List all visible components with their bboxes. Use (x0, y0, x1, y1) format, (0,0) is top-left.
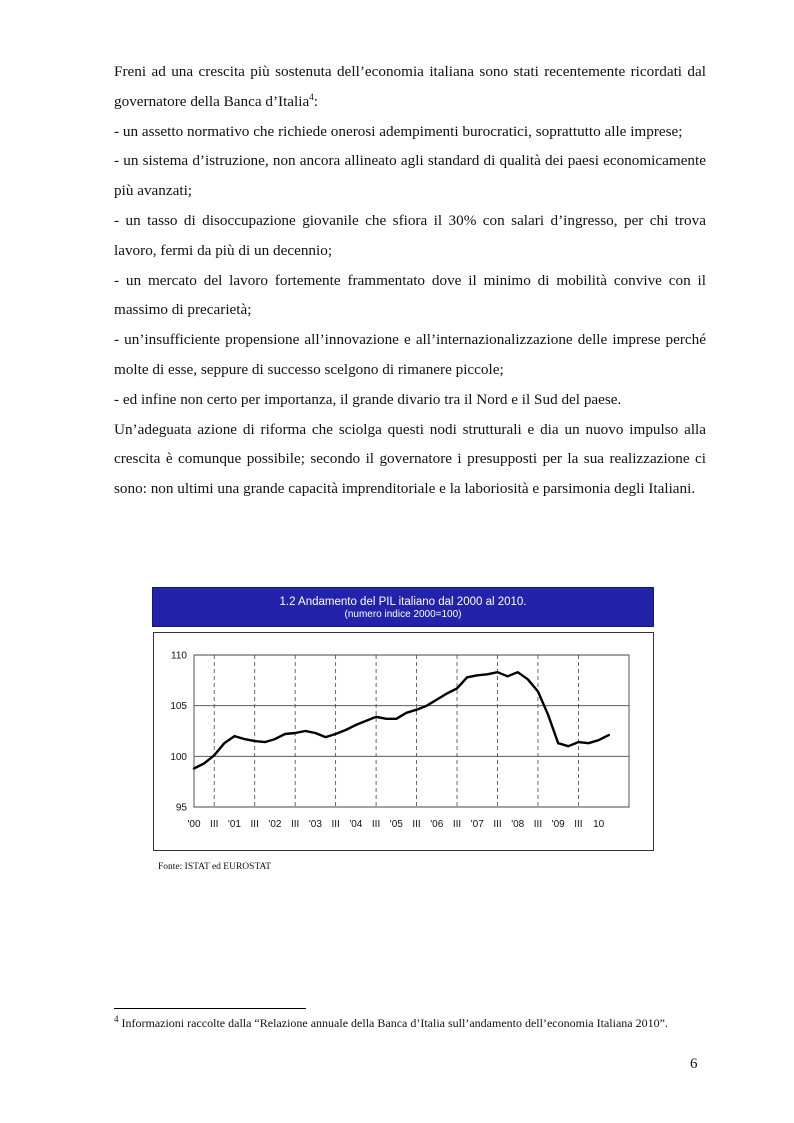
chart-source: Fonte: ISTAT ed EUROSTAT (158, 862, 272, 872)
footnote (114, 1016, 706, 1031)
x-tick-label: '02 (268, 819, 282, 830)
chart-header (152, 587, 654, 627)
y-tick-label: 110 (171, 650, 187, 662)
footnote-marker: 4 (114, 1014, 119, 1024)
x-tick-label: '03 (308, 819, 322, 830)
bullet-item: - un tasso di disoccupazione giovanile che sfiora il 30% con salari d’ingresso, per chi trova lavoro, fermi da più di un decennio; (114, 211, 706, 259)
bullet-item: - un’insufficiente propensione all’innovazione e all’internazionalizzazione delle imprese perché molte di esse, seppure di successo scelgono di rimanere piccole; (114, 331, 706, 378)
chart-frame (153, 632, 654, 851)
x-tick-label: '06 (430, 819, 444, 830)
x-tick-label: '05 (389, 819, 403, 830)
x-tick-label: '07 (470, 819, 484, 830)
y-tick-label: 100 (170, 751, 187, 763)
chart-title: 1.2 Andamento del PIL italiano dal 2000 al 2010. (279, 596, 527, 608)
x-tick-label: III (331, 819, 340, 830)
page-number: 6 (690, 1056, 698, 1072)
x-tick-label: III (452, 819, 462, 830)
y-tick-label: 105 (170, 701, 187, 713)
x-tick-label: '00 (187, 819, 201, 830)
x-tick-label: III (533, 819, 543, 830)
intro-paragraph: Freni ad una crescita più sostenuta dell’economia italiana sono stati recentemente ricordati dal governatore della Banca d’Italia$^4$: (114, 63, 706, 110)
x-tick-label: III (371, 819, 381, 830)
body-text (114, 57, 706, 504)
y-tick-label: 95 (175, 802, 187, 814)
x-tick-label: III (290, 819, 300, 830)
x-tick-label: III (250, 819, 259, 830)
x-tick-label: '08 (511, 819, 525, 830)
bullet-item: - ed infine non certo per importanza, il grande divario tra il Nord e il Sud del paese. (114, 390, 622, 408)
x-tick-label: '09 (551, 819, 565, 830)
gdp-line-chart (154, 633, 653, 850)
x-tick-label: '04 (349, 819, 363, 830)
chart-subtitle: (numero indice 2000=100) (344, 609, 462, 620)
x-tick-label: III (412, 819, 421, 830)
bullet-item: - un sistema d’istruzione, non ancora allineato agli standard di qualità dei paesi economicamente più avanzati; (114, 152, 706, 200)
footnote-divider (114, 1008, 306, 1009)
x-tick-label: III (574, 819, 583, 830)
bullet-item: - un mercato del lavoro fortemente frammentato dove il minimo di mobilità convive con il massimo di precarietà; (114, 271, 706, 319)
closing-paragraph: Un’adeguata azione di riforma che sciolga questi nodi strutturali e dia un nuovo impulso alla crescita è comunque possibile; secondo il governatore i presupposti per la sua realizzazione ci sono: non ultimi una grande capacità imprenditoriale e la laboriosità e parsimonia degli Italiani. (114, 420, 706, 498)
plot-area (194, 655, 629, 807)
x-tick-label: 10 (593, 819, 605, 830)
footnote-reference[interactable]: 4 (309, 91, 314, 102)
x-tick-label: '01 (227, 819, 241, 830)
x-tick-label: III (210, 819, 219, 830)
footnote-text: Informazioni raccolte dalla “Relazione annuale della Banca d’Italia sull’andamento dell’economia Italiana 2010”. (121, 1016, 668, 1030)
bullet-item: - un assetto normativo che richiede onerosi adempimenti burocratici, soprattutto alle imprese; (114, 122, 683, 140)
x-tick-label: III (493, 819, 502, 830)
